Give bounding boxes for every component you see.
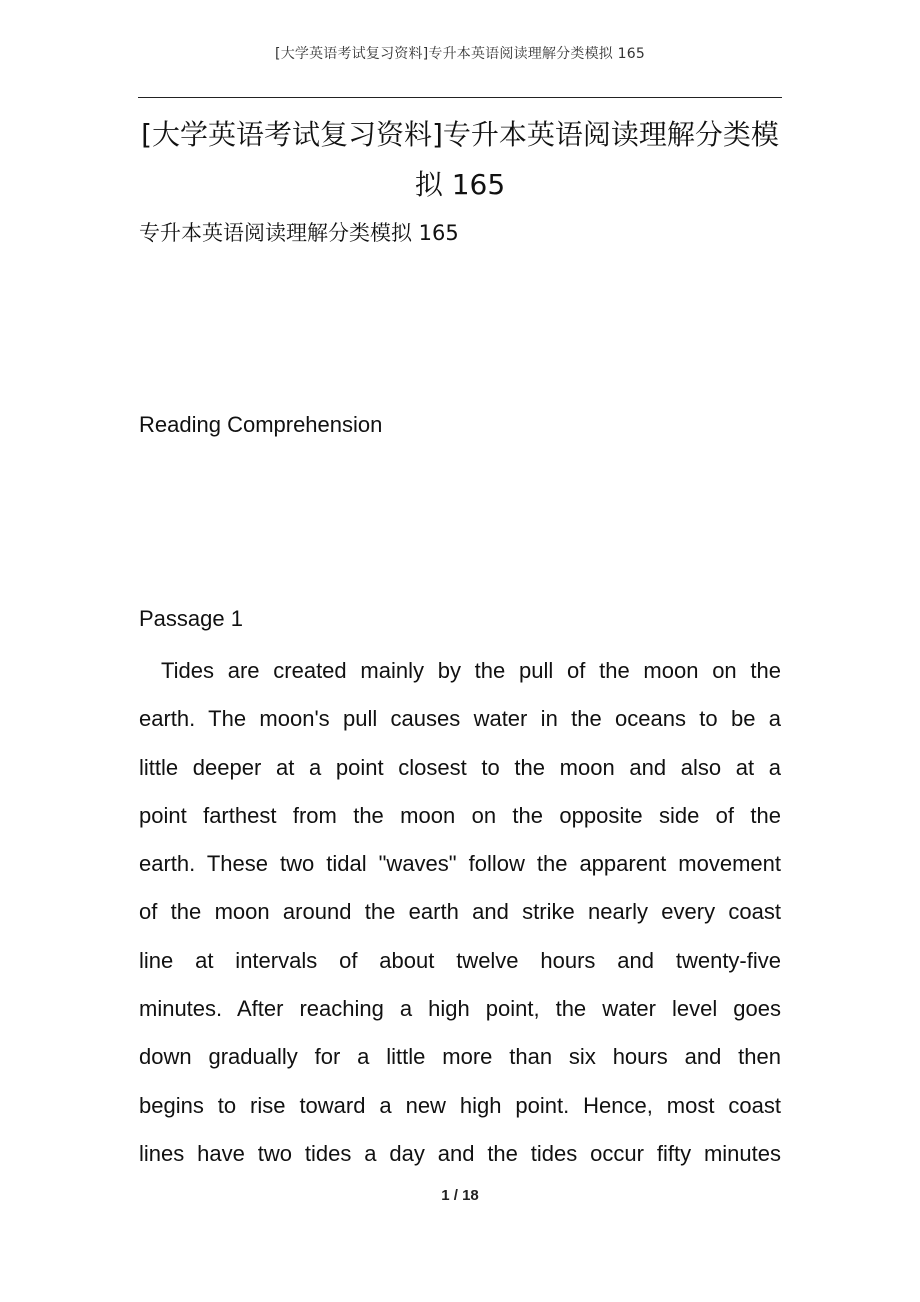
page-number: 1 / 18 [441, 1187, 479, 1204]
passage-line: down gradually for a little more than six hours and then [139, 1044, 781, 1070]
running-header: [大学英语考试复习资料]专升本英语阅读理解分类模拟 165 [275, 46, 645, 62]
document-title [138, 110, 782, 210]
passage-line: line at intervals of about twelve hours and twenty-five [139, 947, 781, 973]
passage-line: earth. The moon's pull causes water in the oceans to be a [139, 706, 781, 732]
document-subtitle: 专升本英语阅读理解分类模拟 165 [139, 221, 459, 245]
passage-line: begins to rise toward a new high point. Hence, most coast [139, 1092, 781, 1118]
passage-line: earth. These two tidal "waves" follow the apparent movement [139, 851, 781, 877]
document-title-line-2: 拟 165 [414, 168, 506, 201]
section-heading: Reading Comprehension [139, 412, 383, 437]
document-title-line-1: [大学英语考试复习资料]专升本英语阅读理解分类模 [141, 118, 779, 151]
passage-line: Tides are created mainly by the pull of the moon on the [161, 658, 781, 683]
passage-line: point farthest from the moon on the opposite side of the [139, 802, 781, 828]
passage-line: little deeper at a point closest to the moon and also at a [139, 754, 781, 780]
passage-line: minutes. After reaching a high point, the water level goes [139, 996, 781, 1022]
passage-heading: Passage 1 [139, 606, 243, 631]
header-divider [138, 97, 782, 98]
passage-body [139, 647, 781, 1178]
passage-line: of the moon around the earth and strike nearly every coast [139, 899, 781, 925]
passage-line: lines have two tides a day and the tides occur fifty minutes [139, 1140, 781, 1166]
